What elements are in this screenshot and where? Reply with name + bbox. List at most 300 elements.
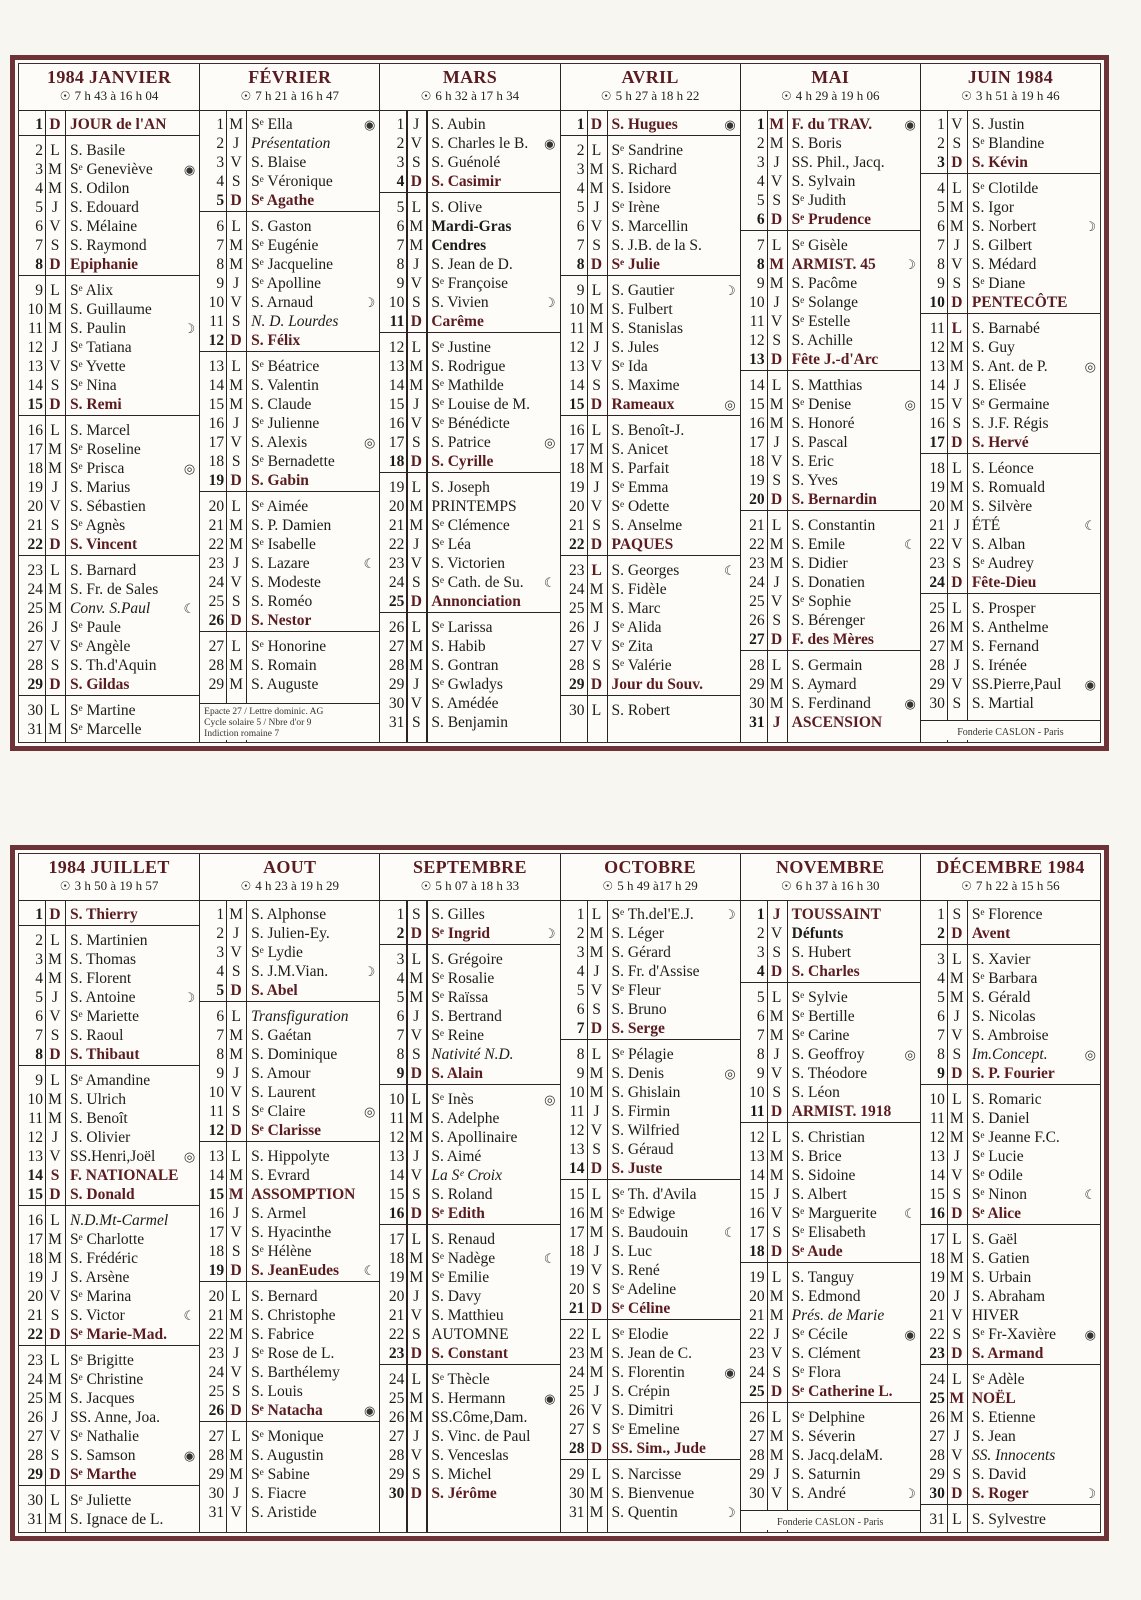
saint-name: S. Edmond [791,1288,861,1305]
day-row [200,331,379,350]
day-number: 10 [569,301,585,318]
day-number: 6 [396,218,405,235]
weekday-letter: M [48,1231,62,1248]
saint-name: S. Constantin [791,517,876,534]
sun-icon: ☉ [59,89,71,103]
month-header [200,854,379,901]
saint-name: Sᵉ Larissa [431,619,493,636]
day-row [741,274,920,293]
day-row [921,1204,1100,1223]
weekday-letter: M [589,1065,604,1082]
day-number: 1 [35,116,43,133]
saint-name: S. Eric [791,453,834,470]
month-header [380,64,559,111]
saint-name: S. Bruno [611,1001,667,1018]
saint-name: S. Thomas [70,951,137,968]
weekday-letter: V [951,256,963,273]
day-number: 24 [929,574,945,591]
day-row [741,1147,920,1166]
day-number: 12 [27,1129,43,1146]
day-number: 23 [388,555,405,572]
day-number: 26 [27,619,43,636]
day-row [200,471,379,490]
day-row [380,293,559,312]
weekday-letter: V [771,313,783,330]
weekday-letter: J [413,1288,420,1305]
day-row [19,1389,199,1408]
weekday-letter: M [769,135,784,152]
saint-name: S. Arsène [70,1269,130,1286]
day-number: 26 [569,619,585,636]
day-row [921,1389,1100,1408]
weekday-letter: V [49,638,61,655]
day-row [921,1408,1100,1427]
weekday-letter: J [773,1326,780,1343]
sun-icon: ☉ [600,89,612,103]
weekday-letter: S [412,1186,421,1203]
weekday-letter: S [592,1281,601,1298]
weekday-letter: J [51,619,59,636]
weekday-letter: V [590,218,603,235]
saint-name: Sᵉ Cécile [791,1326,848,1343]
day-row [921,478,1100,497]
saint-name: Sᵉ Claire [251,1103,306,1120]
day-row [741,592,920,611]
saint-name: Sᵉ Angèle [70,638,131,655]
weekday-letter: V [49,1288,61,1305]
day-row [200,924,379,943]
day-number: 27 [749,631,765,648]
saint-name: S. Gérald [971,989,1031,1006]
saint-name: S. Benoît [70,1110,128,1127]
day-row [741,1363,920,1382]
month-column [740,64,920,742]
saint-name: Sᵉ Marguerite [791,1205,877,1222]
saint-name: S. Alphonse [251,906,327,923]
weekday-letter: V [771,1065,783,1082]
month-header [561,854,740,901]
day-number: 22 [208,536,225,553]
day-row [19,440,199,459]
day-row [741,516,920,535]
weekday-letter: L [231,1428,241,1445]
day-number: 14 [27,1167,43,1184]
day-number: 31 [208,1504,225,1521]
last-quarter-moon-icon: ☾ [363,556,376,571]
new-moon-icon: ◉ [183,1448,196,1463]
day-number: 17 [27,1231,43,1248]
saint-name: S. Olivier [70,1129,131,1146]
first-quarter-moon-icon: ☽ [904,1486,916,1501]
day-row [19,1306,199,1325]
day-number: 11 [209,1103,225,1120]
day-number: 9 [576,282,585,299]
day-row [19,1370,199,1389]
day-row [741,535,920,554]
day-number: 31 [27,721,43,738]
weekday-letter: M [229,1447,244,1464]
day-row [380,153,559,172]
day-number: 20 [208,1288,225,1305]
day-number: 2 [937,925,945,942]
day-number: 17 [27,441,43,458]
note-line: Cycle solaire 5 / Nbre d'or 9 [204,718,312,728]
day-number: 2 [35,932,43,949]
weekday-letter: M [949,1110,964,1127]
day-number: 18 [27,460,43,477]
weekday-letter: M [409,237,424,254]
first-quarter-moon-icon: ☽ [724,283,736,298]
weekday-letter: V [49,498,61,515]
day-row [561,1019,740,1038]
weekday-letter: D [230,1122,242,1139]
weekday-letter: M [409,657,424,674]
weekday-letter: J [772,714,781,731]
day-number: 9 [756,275,765,292]
day-row [741,611,920,630]
saint-name: S. Hervé [971,434,1029,451]
day-number: 11 [209,313,225,330]
saint-name: S. Fabrice [251,1326,315,1343]
day-row [741,1268,920,1287]
weekday-letter: M [769,1307,784,1324]
saint-name: Sᵉ Sandrine [611,142,684,159]
day-row [561,580,740,599]
saint-name: S. Justin [971,116,1025,133]
saint-name: S. Joseph [431,479,490,496]
day-number: 7 [576,237,585,254]
day-number: 14 [388,1167,405,1184]
day-row [200,153,379,172]
day-row [741,1064,920,1083]
saint-name: S. Modeste [251,574,321,591]
saint-name: S. Boris [791,135,842,152]
day-row [19,535,199,554]
weekday-letter: D [951,1205,963,1222]
months-grid [18,63,1101,743]
weekday-letter: L [231,218,241,235]
weekday-letter: M [769,1027,784,1044]
day-number: 28 [208,657,225,674]
saint-name: Sᵉ Hélène [251,1243,312,1260]
weekday-letter: V [771,173,783,190]
day-row [380,1045,559,1064]
day-row [741,236,920,255]
day-number: 23 [27,562,43,579]
first-quarter-moon-icon: ☽ [724,1505,736,1520]
day-number: 30 [388,1485,405,1502]
day-number: 2 [216,925,225,942]
saint-name: S. Hubert [791,944,852,961]
day-number: 13 [569,1141,585,1158]
day-row [380,1064,559,1083]
saint-name: S. Jacq.delaM. [791,1447,883,1464]
day-number: 5 [937,199,945,216]
day-row [200,497,379,516]
weekday-letter: V [951,116,963,133]
day-number: 2 [35,142,43,159]
day-row [561,440,740,459]
day-row [380,516,559,535]
weekday-letter: S [952,695,962,712]
day-number: 21 [27,517,43,534]
saint-name: Sᵉ Th.del'E.J. [611,906,694,923]
weekday-letter: J [413,1428,420,1445]
day-row [200,592,379,611]
day-row [200,1147,379,1166]
day-number: 15 [569,1186,585,1203]
saint-name: SS.Henri,Joël [70,1148,156,1165]
sun-times: 7 h 43 à 16 h 04 [74,88,159,103]
day-row [380,357,559,376]
day-number: 21 [569,517,585,534]
weekday-letter: S [412,1326,421,1343]
weekday-letter: J [413,256,420,273]
weekday-letter: M [409,218,424,235]
weekday-letter: L [411,951,422,968]
first-quarter-moon-icon: ☽ [183,990,196,1005]
day-row [200,1325,379,1344]
day-row [200,1344,379,1363]
day-number: 24 [569,1364,585,1381]
day-row [200,357,379,376]
day-row [19,478,199,497]
day-row [380,1484,559,1503]
saint-name: Sᵉ Clarisse [251,1122,322,1139]
saint-name: S. Ant. de P. [971,358,1048,375]
day-row [561,1401,740,1420]
month-title: DÉCEMBRE 1984 [936,857,1085,877]
saint-name: Sᵉ Aude [791,1243,843,1260]
saint-name: S. Fr. de Sales [70,581,159,598]
saint-name: Sᵉ Flora [791,1364,841,1381]
day-number: 3 [576,161,585,178]
saint-name: SS. Phil., Jacq. [791,154,885,171]
day-row [200,433,379,452]
weekday-letter: S [50,517,60,534]
saint-name: S. Grégoire [431,951,503,968]
day-number: 25 [569,1383,585,1400]
day-row [741,1465,920,1484]
weekday-letter: L [50,282,60,299]
day-number: 30 [569,702,585,719]
weekday-letter: D [590,1300,603,1317]
weekday-letter: M [48,1091,62,1108]
day-row [19,357,199,376]
day-number: 4 [576,963,585,980]
day-number: 20 [27,1288,43,1305]
sun-times: 7 h 22 à 15 h 56 [975,878,1060,893]
weekday-letter: M [589,180,604,197]
last-quarter-moon-icon: ☾ [724,1225,736,1240]
month-header [19,854,199,901]
day-row [921,1090,1100,1109]
day-number: 8 [396,1046,405,1063]
new-moon-icon: ◉ [724,117,736,132]
day-row [19,1446,199,1465]
saint-name: Sᵉ Diane [971,275,1026,292]
weekday-letter: L [952,180,962,197]
day-number: 13 [27,1148,43,1165]
saint-name: S. Thierry [70,906,138,923]
weekday-letter: J [51,479,59,496]
day-row [561,701,740,720]
day-number: 13 [569,358,585,375]
day-number: 1 [937,116,945,133]
saint-name: S. Nicolas [971,1008,1036,1025]
weekday-letter: V [771,925,783,942]
weekday-letter: J [593,619,600,636]
day-row [380,1287,559,1306]
day-row [921,255,1100,274]
weekday-letter: J [953,1008,960,1025]
day-row [380,1306,559,1325]
saint-name: S. Benoît-J. [611,422,685,439]
day-number: 9 [216,1065,225,1082]
saint-name: Sᵉ Zita [611,638,653,655]
day-row [741,191,920,210]
saint-name: SS.Côme,Dam. [431,1409,528,1426]
day-number: 12 [749,332,765,349]
month-column [199,64,379,742]
day-number: 9 [937,275,945,292]
weekday-letter: J [51,199,59,216]
saint-name: Sᵉ Alice [971,1205,1022,1222]
day-row [380,1007,559,1026]
saint-name: Sᵉ Sabine [251,1466,310,1483]
weekday-letter: M [409,1110,424,1127]
day-row [921,969,1100,988]
weekday-letter: V [951,1027,963,1044]
day-row [19,1230,199,1249]
day-row [561,656,740,675]
day-number: 28 [388,657,405,674]
first-quarter-moon-icon: ☽ [724,907,736,922]
day-row [200,312,379,331]
sunrise-sunset [380,88,559,104]
day-row [19,1109,199,1128]
weekday-letter: M [48,951,62,968]
day-number: 18 [569,1243,585,1260]
new-moon-icon: ◉ [904,1327,916,1342]
weekday-letter: S [772,1084,781,1101]
month-title: MAI [811,67,850,87]
saint-name: Sᵉ Bertille [791,1008,855,1025]
saint-name: S. Habib [431,638,486,655]
day-number: 14 [929,377,945,394]
weekday-letter: J [593,1103,600,1120]
day-row [200,1242,379,1261]
full-moon-icon: ◎ [363,435,376,450]
day-number: 4 [576,180,585,197]
sun-icon: ☉ [240,879,252,893]
saint-name: S. Robert [611,702,671,719]
day-row [19,675,199,694]
saint-name: S. Isidore [611,180,671,197]
day-number: 25 [27,1390,43,1407]
weekday-letter: V [49,1428,61,1445]
day-row [921,1510,1100,1529]
day-number: 8 [576,1046,585,1063]
day-number: 12 [929,1129,945,1146]
day-number: 23 [929,1345,945,1362]
weekday-letter: M [409,1250,424,1267]
weekday-letter: D [49,1326,61,1343]
saint-name: Sᵉ Véronique [251,173,333,190]
saint-name: SS.Pierre,Paul [971,676,1062,693]
saint-name: S. Daniel [971,1110,1030,1127]
day-number: 1 [576,116,585,133]
day-row [921,637,1100,656]
weekday-letter: V [590,498,603,515]
weekday-letter: M [229,676,244,693]
weekday-letter: J [233,1345,240,1362]
day-row [19,338,199,357]
day-row [200,1382,379,1401]
saint-name: S. Antoine [70,989,136,1006]
day-number: 18 [929,460,945,477]
weekday-letter: J [773,1046,780,1063]
last-quarter-moon-icon: ☾ [543,575,556,590]
saint-name: S. Venceslas [431,1447,509,1464]
saint-name: S. Valentin [251,377,319,394]
month-column [19,854,199,1532]
day-number: 11 [569,320,585,337]
weekday-letter: J [773,154,780,171]
day-number: 8 [35,256,43,273]
day-number: 20 [27,498,43,515]
day-number: 20 [569,498,585,515]
day-row [200,1465,379,1484]
day-row [741,713,920,732]
new-moon-icon: ◉ [183,162,196,177]
day-number: 21 [208,517,225,534]
month-column [920,64,1100,742]
day-number: 25 [569,600,585,617]
weekday-letter: M [409,989,424,1006]
weekday-letter: D [771,1243,783,1260]
weekday-letter: D [771,491,783,508]
day-row [200,1102,379,1121]
day-number: 24 [208,574,225,591]
day-number: 30 [388,695,405,712]
day-row [741,1382,920,1401]
weekday-letter: L [951,320,962,337]
day-number: 27 [208,638,225,655]
day-number: 2 [576,925,585,942]
day-number: 5 [216,982,225,999]
weekday-letter: S [50,1307,60,1324]
day-row [561,1159,740,1178]
weekday-letter: L [591,1046,602,1063]
weekday-letter: M [48,320,62,337]
weekday-letter: V [410,1447,422,1464]
weekday-letter: S [50,657,60,674]
day-number: 3 [576,944,585,961]
day-number: 19 [569,479,585,496]
saint-name: S. Abel [251,982,298,999]
saint-name: S. Charles [791,963,860,980]
day-row [380,1026,559,1045]
day-row [19,255,199,274]
day-number: 6 [216,218,225,235]
day-number: 9 [396,1065,405,1082]
weekday-letter: M [48,1110,62,1127]
weekday-letter: M [409,638,424,655]
day-row [741,573,920,592]
day-number: 24 [388,574,405,591]
saint-name: S. Hermann [431,1390,506,1407]
